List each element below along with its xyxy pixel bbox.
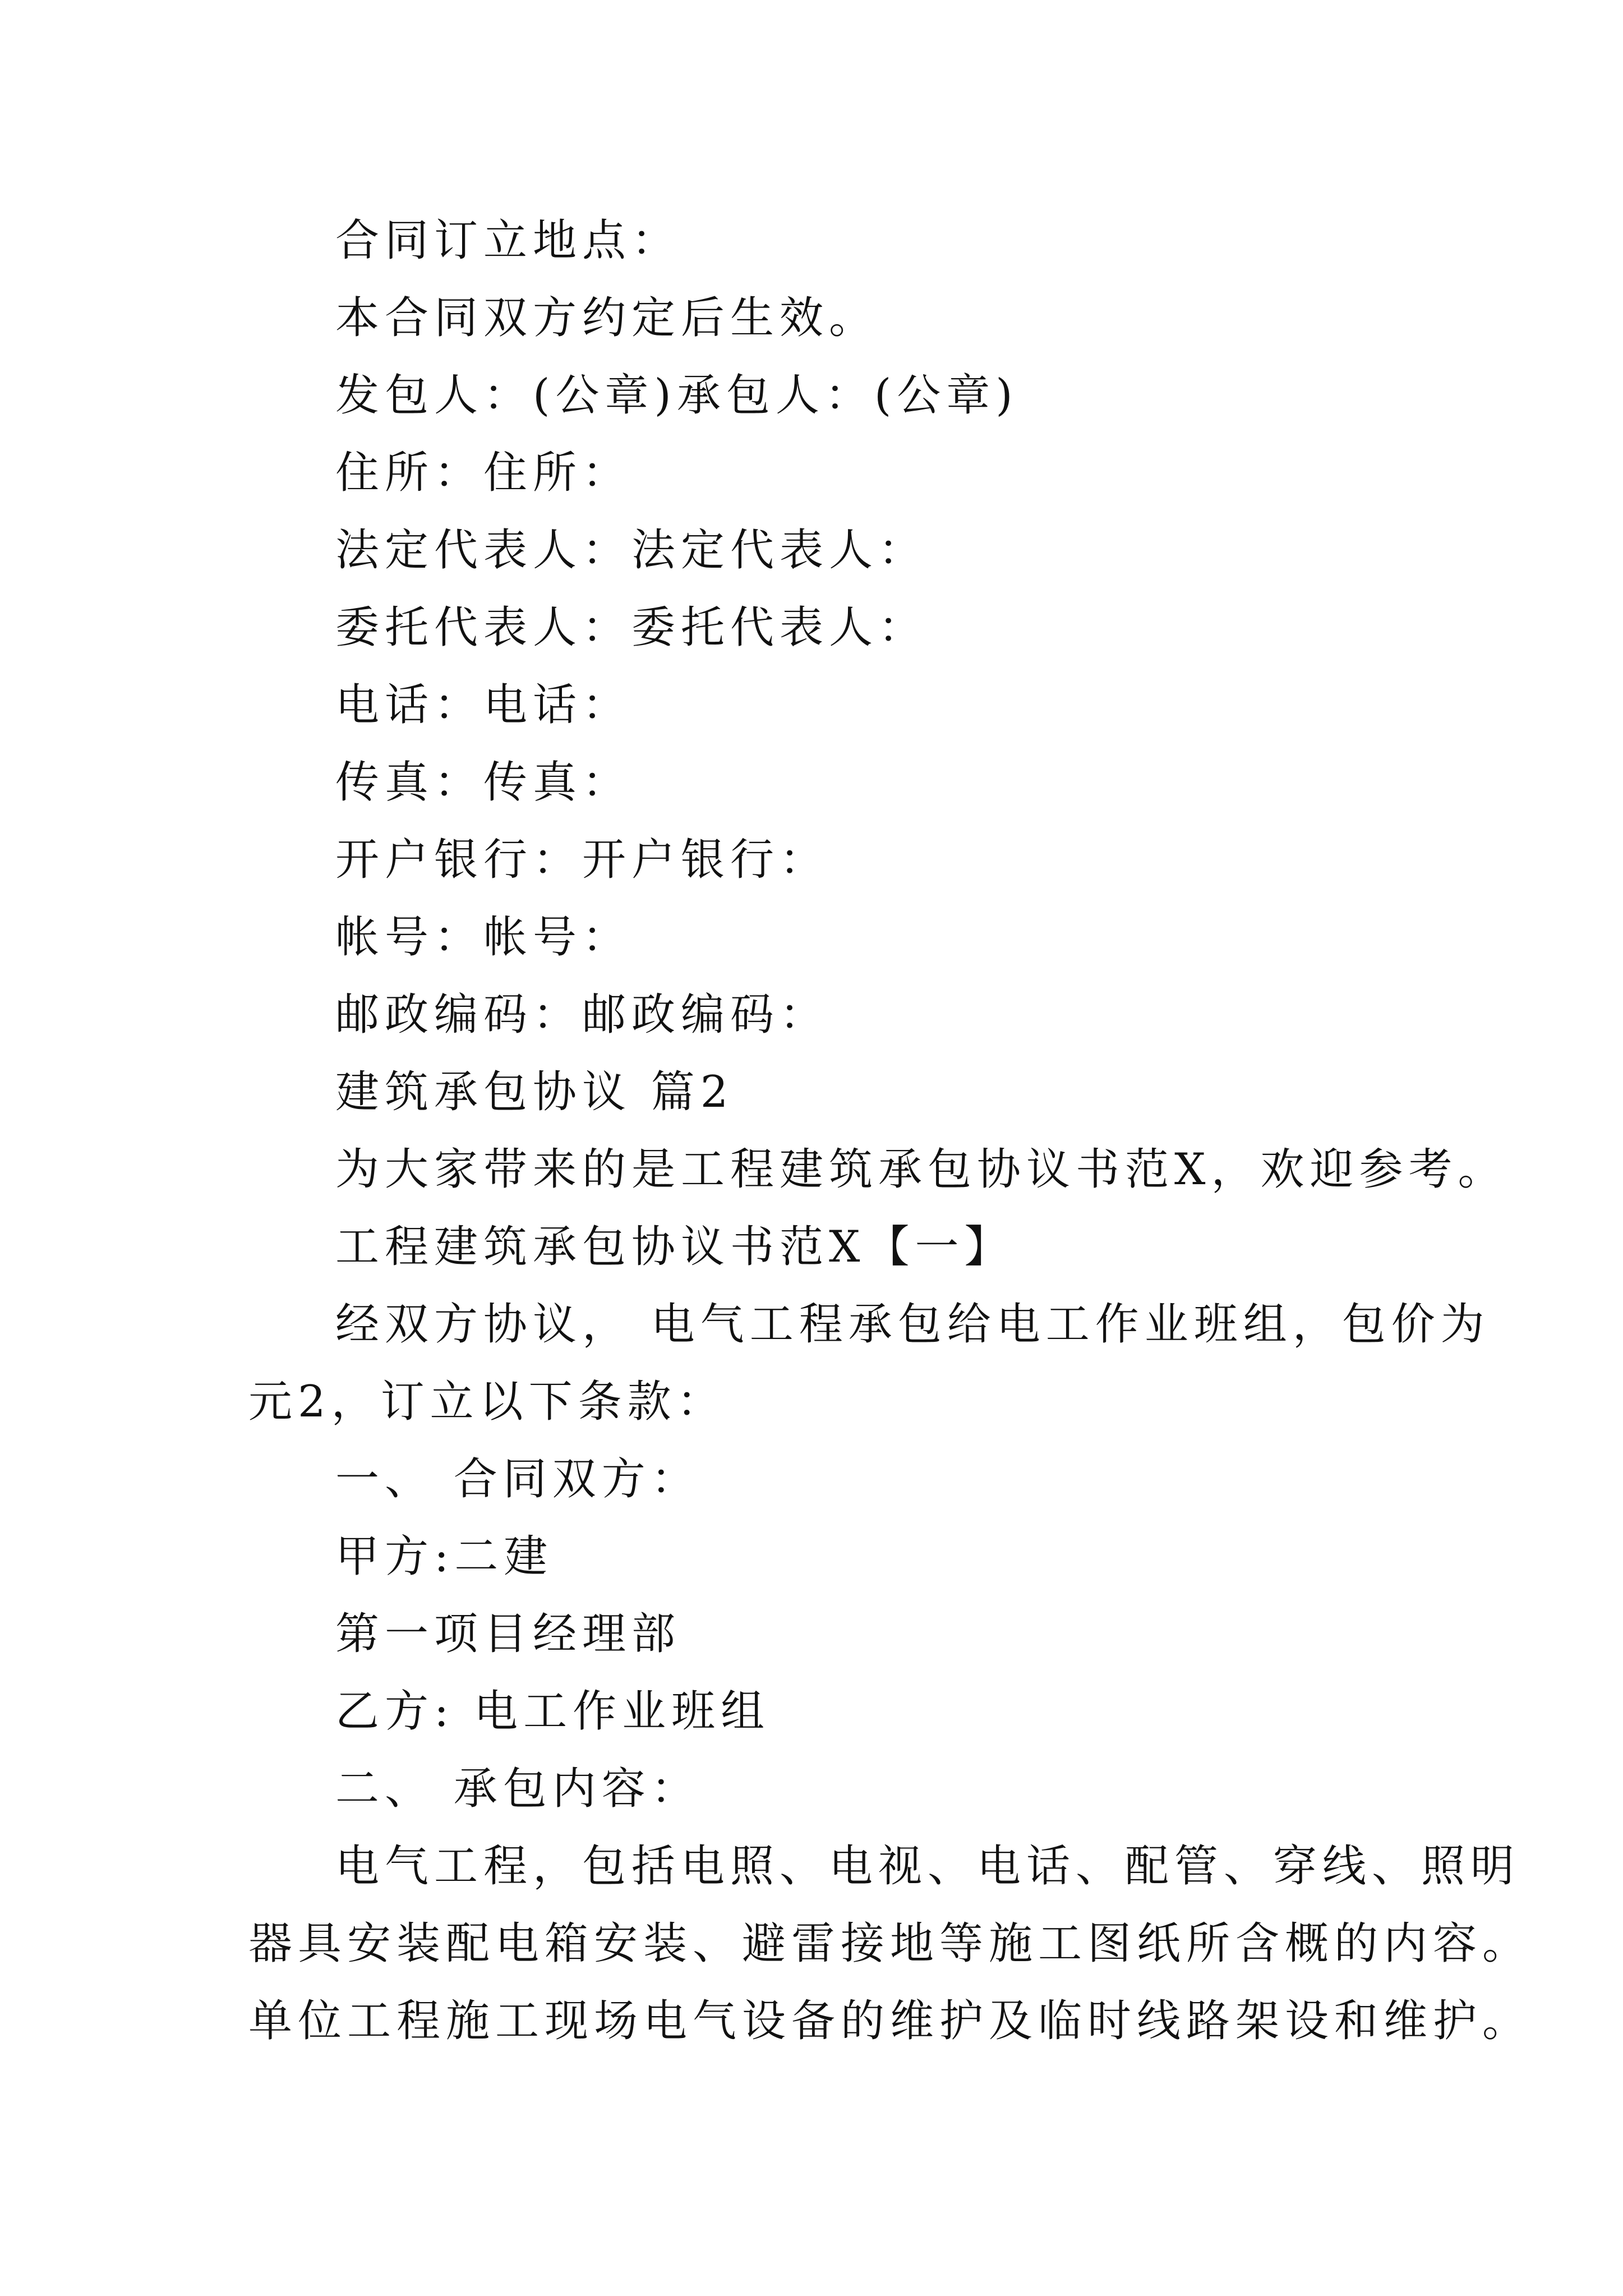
paragraph-line: 单位工程施工现场电气设备的维护及临时线路架设和维护。: [248, 1996, 1532, 2046]
text-line: 甲方:二建: [335, 1531, 554, 1582]
text-line: 发包人：(公章)承包人：(公章): [335, 370, 1018, 421]
text-line: 住所：住所：: [335, 448, 632, 498]
paragraph-line: 元2，订立以下条款：: [248, 1377, 726, 1427]
document-body: [248, 202, 1532, 2060]
text-line: 帐号：帐号：: [335, 912, 632, 963]
text-line: 传真：传真：: [335, 757, 632, 808]
text-line: 本合同双方约定后生效。: [335, 293, 879, 343]
clause-heading: 一、 合同双方：: [335, 1454, 700, 1504]
text-line: 邮政编码：邮政编码：: [335, 990, 829, 1040]
text-line: 为大家带来的是工程建筑承包协议书范X，欢迎参考。: [335, 1144, 1507, 1195]
text-line: 乙方: 电工作业班组: [335, 1686, 771, 1737]
text-line: 开户银行：开户银行：: [335, 835, 829, 885]
paragraph-line: 经双方协议， 电气工程承包给电工作业班组，包价为: [335, 1299, 1490, 1350]
paragraph-line: 器具安装配电箱安装、避雷接地等施工图纸所含概的内容。: [248, 1918, 1532, 1969]
subsection-heading: 工程建筑承包协议书范X【一】: [335, 1222, 1014, 1272]
paragraph-line: 电气工程，包括电照、电视、电话、配管、穿线、照明: [335, 1841, 1520, 1892]
text-line: 委托代表人：委托代表人：: [335, 602, 928, 653]
text-line: 电话：电话：: [335, 680, 632, 730]
clause-heading: 二、 承包内容：: [335, 1764, 700, 1814]
text-line: 合同订立地点：: [335, 215, 681, 266]
text-line: 法定代表人：法定代表人：: [335, 525, 928, 576]
text-line: 第一项目经理部: [335, 1609, 681, 1659]
section-heading: 建筑承包协议 篇2: [335, 1067, 734, 1117]
